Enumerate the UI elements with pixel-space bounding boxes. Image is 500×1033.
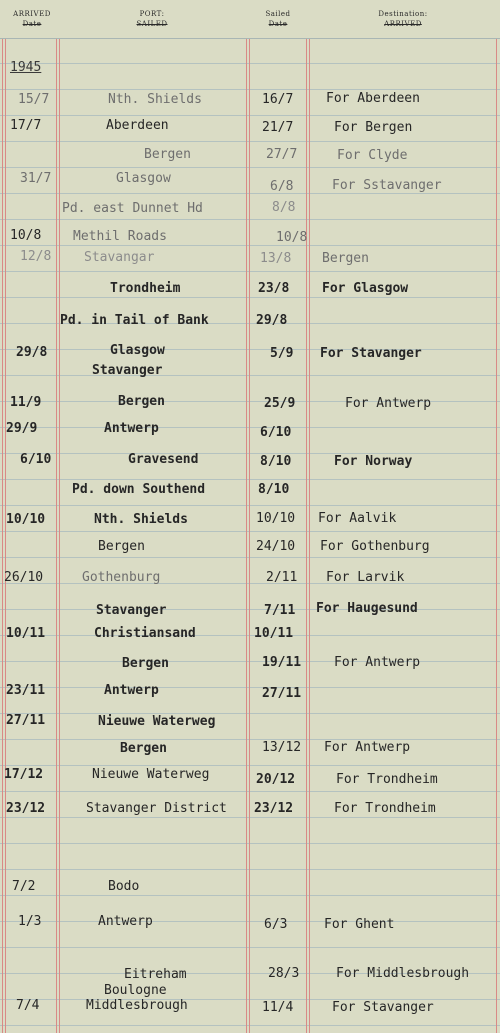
- destination: For Haugesund: [316, 601, 418, 616]
- port-name: Antwerp: [98, 914, 153, 929]
- column-rule-port: [246, 0, 247, 1033]
- destination: For Trondheim: [334, 801, 436, 816]
- sailed-date: 13/12: [262, 740, 302, 755]
- destination: For Antwerp: [345, 396, 432, 411]
- port-name: Bergen: [120, 741, 167, 756]
- destination: For Trondheim: [336, 772, 438, 787]
- port-name: Glasgow: [110, 343, 165, 358]
- port-name: Stavanger: [92, 363, 163, 378]
- sailed-date: 11/4: [262, 1000, 294, 1015]
- margin-rule-left: [2, 0, 3, 1033]
- port-name: Bergen: [98, 539, 145, 554]
- port-name: Bergen: [144, 147, 191, 162]
- destination: For Middlesbrough: [336, 966, 470, 981]
- sailed-date: 27/7: [266, 147, 298, 162]
- header-sailed: Sailed: [265, 10, 291, 18]
- port-name: Christiansand: [94, 626, 196, 641]
- destination: For Stavanger: [332, 1000, 434, 1015]
- arrived-date: 23/11: [6, 683, 46, 698]
- arrived-date: 27/11: [6, 713, 46, 728]
- destination: For Gothenburg: [320, 539, 430, 554]
- arrived-date: 23/12: [6, 801, 46, 816]
- sailed-date: 6/10: [260, 425, 292, 440]
- sailed-date: 24/10: [256, 539, 296, 554]
- port-name: Nth. Shields: [94, 512, 188, 527]
- port-name: Stavangar: [84, 250, 155, 265]
- destination: For Antwerp: [324, 740, 411, 755]
- destination: For Glasgow: [322, 281, 409, 296]
- port-name: Nieuwe Waterweg: [98, 714, 216, 729]
- port-name: Bodo: [108, 879, 140, 894]
- sailed-date: 13/8: [260, 251, 292, 266]
- arrived-date: 17/7: [10, 118, 42, 133]
- port-name: Glasgow: [116, 171, 171, 186]
- port-name: Pd. east Dunnet Hd: [62, 201, 203, 216]
- sailed-date: 21/7: [262, 120, 294, 135]
- year-heading: 1945: [10, 60, 42, 75]
- port-name: Antwerp: [104, 421, 159, 436]
- sailed-date: 2/11: [266, 570, 298, 585]
- destination: Bergen: [322, 251, 369, 266]
- arrived-date: 12/8: [20, 249, 52, 264]
- ledger-header: [0, 0, 500, 39]
- port-name: Gravesend: [128, 452, 199, 467]
- header-date-struck-2: Date: [268, 20, 288, 28]
- port-name: Gothenburg: [82, 570, 161, 585]
- sailed-date: 23/8: [258, 281, 290, 296]
- destination: For Larvik: [326, 570, 405, 585]
- arrived-date: 29/8: [16, 345, 48, 360]
- arrived-date: 10/11: [6, 626, 46, 641]
- sailed-date: 20/12: [256, 772, 296, 787]
- header-arrived-struck: ARRIVED: [384, 20, 422, 28]
- sailed-date: 6/3: [264, 917, 288, 932]
- arrived-date: 26/10: [4, 570, 44, 585]
- port-name: Bergen: [118, 394, 165, 409]
- sailed-date: 10/8: [276, 230, 308, 245]
- sailed-date: 25/9: [264, 396, 296, 411]
- header-date-struck: Date: [22, 20, 42, 28]
- port-name: Methil Roads: [73, 229, 167, 244]
- sailed-date: 23/12: [254, 801, 294, 816]
- port-name: Pd. in Tail of Bank: [60, 313, 209, 328]
- sailed-date: 8/10: [258, 482, 290, 497]
- destination: For Aalvik: [318, 511, 397, 526]
- arrived-date: 10/10: [6, 512, 46, 527]
- header-destination: Destination:: [378, 10, 428, 18]
- destination: For Aberdeen: [326, 91, 420, 106]
- sailed-date: 7/11: [264, 603, 296, 618]
- arrived-date: 1/3: [18, 914, 42, 929]
- sailed-date: 5/9: [270, 346, 294, 361]
- destination: For Bergen: [334, 120, 413, 135]
- port-name: Pd. down Southend: [72, 482, 206, 497]
- port-name: Middlesbrough: [86, 998, 188, 1013]
- arrived-date: 17/12: [4, 767, 44, 782]
- sailed-date: 10/10: [256, 511, 296, 526]
- sailed-date: 16/7: [262, 92, 294, 107]
- arrived-date: 7/2: [12, 879, 36, 894]
- sailed-date: 27/11: [262, 686, 302, 701]
- port-name: Eitreham: [124, 967, 187, 982]
- sailed-date: 10/11: [254, 626, 294, 641]
- arrived-date: 10/8: [10, 228, 42, 243]
- margin-rule-right: [496, 0, 497, 1033]
- destination: For Antwerp: [334, 655, 421, 670]
- port-name: Trondheim: [110, 281, 181, 296]
- destination: For Stavanger: [320, 346, 422, 361]
- header-sailed-struck: SAILED: [136, 20, 168, 28]
- sailed-date: 8/8: [272, 200, 296, 215]
- sailed-date: 29/8: [256, 313, 288, 328]
- port-name: Aberdeen: [106, 118, 169, 133]
- arrived-date: 31/7: [20, 171, 52, 186]
- destination: For Norway: [334, 454, 413, 469]
- column-rule-arrived: [56, 0, 57, 1033]
- port-name: Boulogne: [104, 983, 167, 998]
- arrived-date: 15/7: [18, 92, 50, 107]
- destination: For Clyde: [337, 148, 408, 163]
- header-port: PORT:: [139, 10, 165, 18]
- destination: For Sstavanger: [332, 178, 442, 193]
- arrived-date: 29/9: [6, 421, 38, 436]
- destination: For Ghent: [324, 917, 395, 932]
- sailed-date: 28/3: [268, 966, 300, 981]
- column-rule-sailed: [306, 0, 307, 1033]
- port-name: Stavanger: [96, 603, 167, 618]
- port-name: Antwerp: [104, 683, 159, 698]
- arrived-date: 11/9: [10, 395, 42, 410]
- arrived-date: 6/10: [20, 452, 52, 467]
- port-name: Nieuwe Waterweg: [92, 767, 210, 782]
- port-name: Nth. Shields: [108, 92, 202, 107]
- sailed-date: 19/11: [262, 655, 302, 670]
- header-arrived: ARRIVED: [13, 10, 51, 18]
- arrived-date: 7/4: [16, 998, 40, 1013]
- port-name: Bergen: [122, 656, 169, 671]
- sailed-date: 6/8: [270, 179, 294, 194]
- port-name: Stavanger District: [86, 801, 227, 816]
- sailed-date: 8/10: [260, 454, 292, 469]
